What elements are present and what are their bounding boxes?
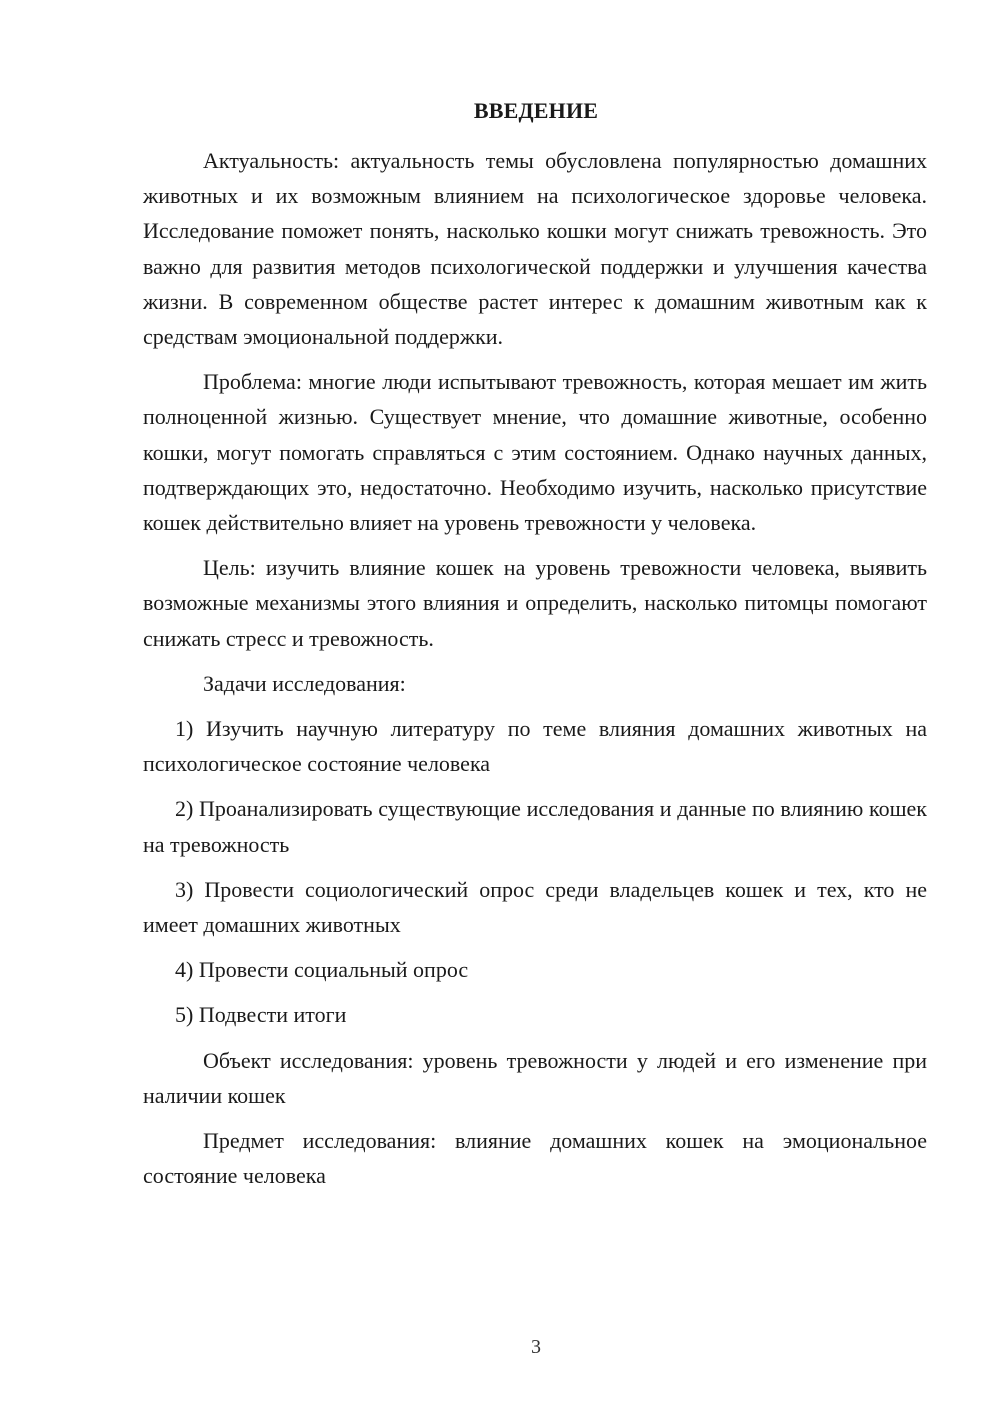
- paragraph-subject: Предмет исследования: влияние домашних кошек на эмоциональное состояние человека: [143, 1128, 927, 1189]
- paragraph-relevance: Актуальность: актуальность темы обусловлена популярностью домашних животных и их возможным влиянием на психологическое здоровье человека. Исследование поможет понять, насколько кошки могут снижать тревожность. Это важно для развития методов психологической поддержки и улучшения качества жизни. В современном обществе растет интерес к домашним животным как к средствам эмоциональной поддержки.: [143, 148, 927, 350]
- section-heading: ВВЕДЕНИЕ: [473, 98, 599, 123]
- body-text: [143, 143, 927, 1203]
- paragraph-object: Объект исследования: уровень тревожности у людей и его изменение при наличии кошек: [143, 1047, 927, 1108]
- list-item: 1) Изучить научную литературу по теме влияния домашних животных на психологическое состояние человека: [143, 716, 927, 777]
- list-item: 2) Проанализировать существующие исследования и данные по влиянию кошек на тревожность: [143, 796, 927, 857]
- list-item: 3) Провести социологический опрос среди владельцев кошек и тех, кто не имеет домашних животных: [143, 876, 927, 938]
- paragraph-problem: Проблема: многие люди испытывают тревожность, которая мешает им жить полноценной жизнью. Существует мнение, что домашние животные, особенно кошки, могут помогать справляться с этим состоянием. Однако научных данных, подтверждающих это, недостаточно. Необходимо изучить, насколько присутствие кошек действительно влияет на уровень тревожности у человека.: [143, 369, 927, 536]
- list-item: 5) Подвести итоги: [175, 1002, 347, 1028]
- list-item: 4) Провести социальный опрос: [175, 957, 469, 983]
- paragraph-goal: Цель: изучить влияние кошек на уровень тревожности человека, выявить возможные механизмы этого влияния и определить, насколько питомцы помогают снижать стресс и тревожность.: [143, 555, 927, 651]
- page-number: 3: [531, 1336, 541, 1358]
- tasks-title: Задачи исследования:: [203, 670, 406, 696]
